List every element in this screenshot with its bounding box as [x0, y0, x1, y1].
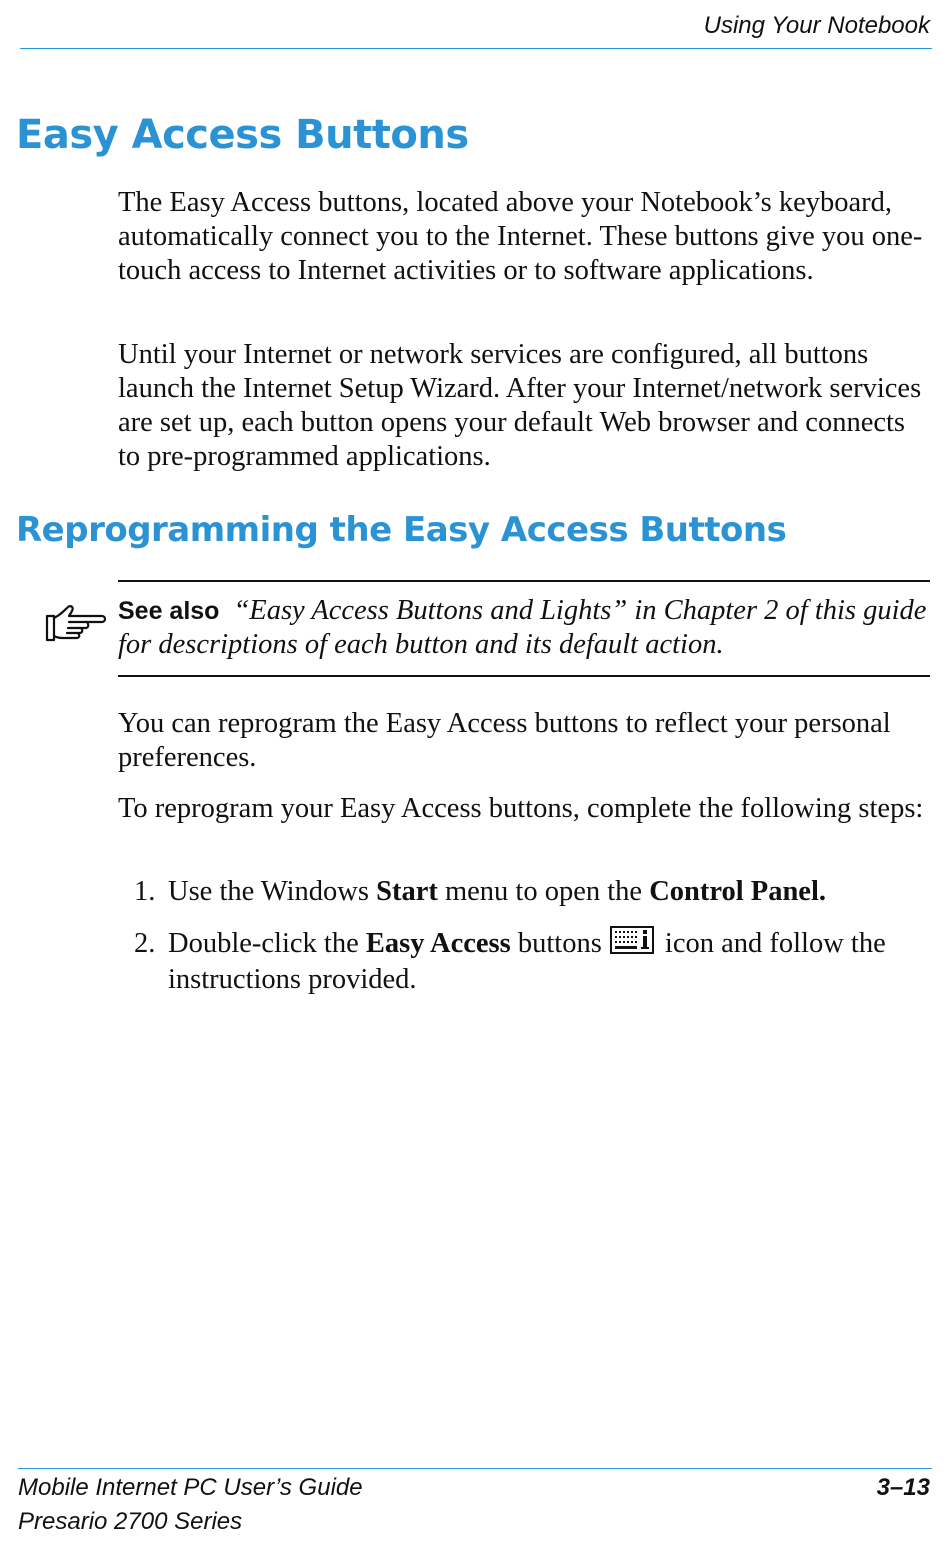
configuration-paragraph: Until your Internet or network services are configured, all buttons launch the Internet Setup Wizard. After your Internet/network services are set up, each button opens your default Web browser and connects to pre-programmed applications.	[118, 339, 922, 472]
page-number: 3–13	[876, 1474, 930, 1501]
running-header: Using Your Notebook	[703, 12, 930, 39]
guide-title: Mobile Internet PC User’s Guide	[18, 1474, 363, 1501]
step-text: icon and follow the instructions provided.	[168, 928, 886, 995]
list-item	[118, 874, 930, 910]
header-rule	[20, 48, 932, 49]
footer-rule	[18, 1468, 932, 1469]
step-number: 2.	[134, 928, 156, 959]
note-bottom-rule	[118, 675, 930, 677]
steps-list	[118, 874, 930, 1014]
see-also-label: See also	[118, 597, 220, 625]
see-also-note	[118, 594, 930, 662]
easy-access-term: Easy Access	[365, 928, 511, 959]
reprogram-paragraph: You can reprogram the Easy Access buttons to reflect your personal preferences.	[118, 708, 891, 773]
note-top-rule	[118, 580, 930, 582]
start-menu-term: Start	[376, 876, 438, 907]
easy-access-keyboard-icon	[610, 926, 654, 954]
series-name: Presario 2700 Series	[18, 1508, 243, 1535]
step-text: menu to open the	[437, 876, 650, 907]
step-text: Double-click the	[168, 928, 366, 959]
see-also-text: “Easy Access Buttons and Lights” in Chapter 2 of this guide for descriptions of each button and its default action.	[118, 595, 927, 660]
control-panel-term: Control Panel.	[649, 876, 826, 907]
step-text: Use the Windows	[168, 876, 377, 907]
subsection-title: Reprogramming the Easy Access Buttons	[16, 510, 787, 550]
section-title: Easy Access Buttons	[16, 112, 469, 158]
step-number: 1.	[134, 876, 156, 907]
pointing-hand-icon	[44, 603, 108, 645]
intro-paragraph: The Easy Access buttons, located above your Notebook’s keyboard, automatically connect you to the Internet. These buttons give you one-touch access to Internet activities or to software applications.	[118, 187, 923, 286]
steps-intro-paragraph: To reprogram your Easy Access buttons, complete the following steps:	[118, 793, 924, 824]
step-text: buttons	[510, 928, 602, 959]
list-item	[118, 926, 930, 998]
